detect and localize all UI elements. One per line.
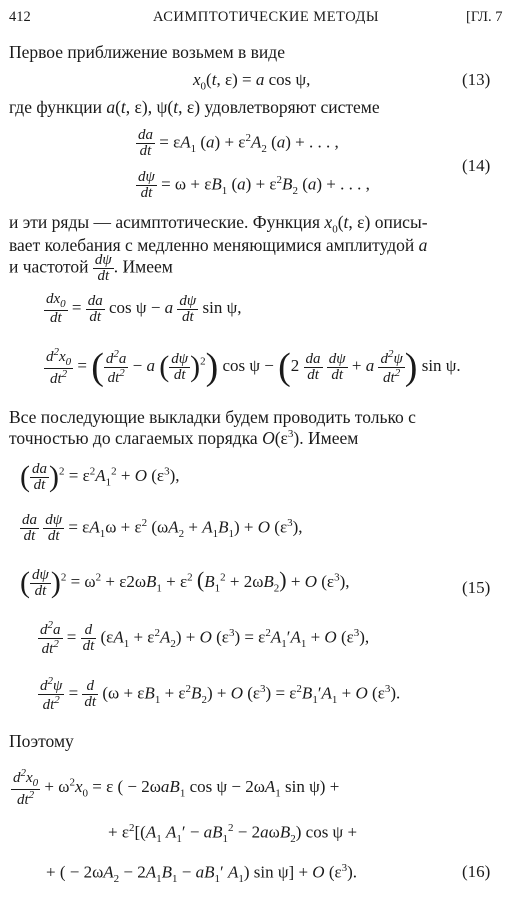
equation-d2a-dt2: $\frac{d^2a}{dt^2}$ = $\frac{d}{dt}$ $(\varepsilon A_1 + \varepsilon^2A_2) + O$ $(\varepsilon^3) = \varepsilon^2A_1'A_1 + O$ $(\varepsilon^3)$, [40, 619, 370, 657]
paragraph-therefore: Поэтому [9, 731, 74, 751]
equation-dpsi-dt-squared: ( $\frac{d\psi}{dt}$ )$^2 = \omega^2 + \varepsilon 2\omega B_1 + \varepsilon^2$ $(B_1^2 + 2\omega B_2) + O$ $(\varepsilon^3)$, [20, 566, 350, 599]
equation-16-line1: $\frac{d^2x_0}{dt^2}$ + $\omega^2x_0 = \varepsilon$ ( − 2ωaB$_1$ $\cos \psi - 2\omega A_1$ sin ψ) + [13, 767, 340, 808]
equation-dx0-dt: $\frac{dx_0}{dt}$ = $\frac{da}{dt}$ cos ψ − a $\frac{d\psi}{dt}$ sin ψ, [46, 291, 242, 326]
paragraph-asymptotic-d: и частотой [9, 256, 89, 277]
paragraph-asymptotic-b: описы- [374, 212, 428, 232]
equation-number-13: (13) [462, 70, 491, 89]
equation-da-dt-squared: ( $\frac{da}{dt}$ )$^2 = \varepsilon^2A_1^2 + O$ $(\varepsilon^3)$, [20, 460, 180, 493]
paragraph-accuracy-a: точностью до слагаемых порядка [9, 428, 258, 448]
paragraph-intro: Первое приближение возьмем в виде [9, 42, 285, 62]
equation-d2psi-dt2: $\frac{d^2\psi}{dt^2}$ = $\frac{d}{dt}$ $(\omega + \varepsilon B_1 + \varepsilon^2B_2) + O$ $(\varepsilon^3) = \varepsilon^2B_1'A_1 + O$ $(\varepsilon^3)$. [40, 675, 401, 713]
equation-16-line2: + $\varepsilon^2[(A_1$ $A_1' - aB_1^2 - 2a\omega B_2$) cos ψ + [108, 822, 358, 846]
running-title: АСИМПТОТИЧЕСКИЕ МЕТОДЫ [153, 9, 380, 25]
paragraph-asymptotic-e: . Имеем [113, 256, 173, 277]
paragraph-accuracy-line2: точностью до слагаемых порядка $O(\varepsilon^3)$. Имеем [9, 428, 359, 448]
equation-da-dpsi-product: $\frac{da}{dt}$ $\frac{d\psi}{dt}$ = $\varepsilon A_1\omega + \varepsilon^2$ $(\omega A_2 + A_1B_1) + O$ $(\varepsilon^3)$, [22, 512, 303, 544]
equation-14-line2: $\frac{d\psi}{dt}$ = $\omega + \varepsilon B_1$ $(a) + \varepsilon^2B_2$ (a) + . . . , [138, 169, 370, 201]
paragraph-asymptotic-line2: вает колебания с медленно меняющимися амплитудой a [9, 235, 428, 255]
paragraph-asymptotic-c: вает колебания с медленно меняющимися амплитудой [9, 235, 415, 255]
paragraph-accuracy-line1: Все последующие выкладки будем проводить только с [9, 407, 416, 427]
equation-13: $x_0(t$, ε) = a cos ψ, [193, 70, 311, 93]
equation-d2x0-dt2: $\frac{d^2x_0}{dt^2}$ = ( $\frac{d^2a}{dt^2}$ − a ( $\frac{d\psi}{dt}$ )$^2$) cos ψ − (2 $\frac{da}{dt}$ $\frac{d\psi}{dt}$ + a $\frac{d^2\psi}{dt^2}$ ) sin ψ. [46, 346, 461, 388]
equation-14-line1: $\frac{da}{dt}$ = $\varepsilon A_1$ $(a) + \varepsilon^2A_2$ (a) + . . . , [138, 127, 339, 159]
equation-number-16: (16) [462, 862, 491, 881]
paragraph-functions: где функции a(t, ε), ψ(t, ε) удовлетворяют системе [9, 97, 380, 117]
chapter-label: [ГЛ. 7 [466, 9, 503, 25]
equation-number-14: (14) [462, 156, 491, 175]
paragraph-asymptotic-line1: и эти ряды — асимптотические. Функция $x_0(t$, ε) описы- [9, 212, 428, 236]
page-number: 412 [9, 9, 31, 25]
paragraph-functions-a: где функции [9, 97, 102, 117]
equation-number-15: (15) [462, 578, 491, 597]
paragraph-accuracy-b: . Имеем [299, 428, 359, 448]
paragraph-asymptotic-a: и эти ряды — асимптотические. Функция [9, 212, 321, 232]
paragraph-functions-b: удовлетворяют системе [204, 97, 380, 117]
paragraph-asymptotic-line3: и частотой $\frac{d\psi}{dt}$ . Имеем [9, 252, 173, 284]
equation-16-line3: + ( − $2\omega A_2 - 2A_1B_1 - aB_1'$ $A_1$) sin ψ] + O $(\varepsilon^3)$. [46, 862, 358, 886]
